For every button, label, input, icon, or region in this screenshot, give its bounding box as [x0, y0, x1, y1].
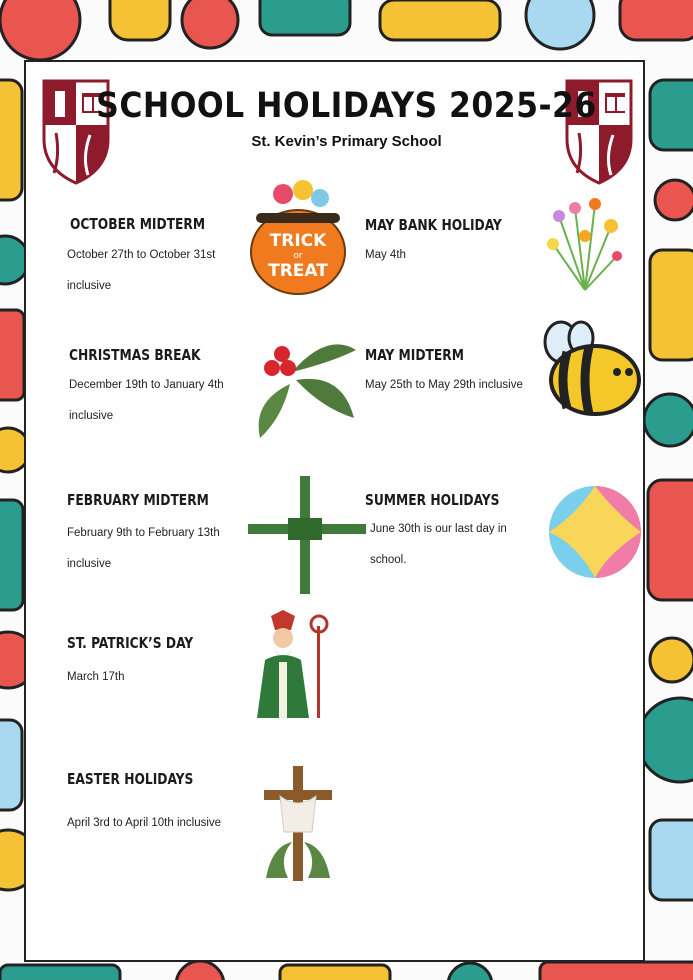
bee-icon — [537, 320, 641, 420]
holiday-dates: December 19th to January 4th inclusive — [69, 379, 224, 422]
bucket-text-trick: TRICK — [269, 231, 327, 251]
holly-icon — [252, 332, 360, 440]
holiday-name: OCTOBER MIDTERM — [70, 215, 206, 233]
holiday-name: ST. PATRICK’S DAY — [67, 634, 194, 652]
trick-or-treat-bucket-icon — [248, 180, 348, 295]
st-brigids-cross-icon — [248, 476, 366, 594]
holiday-dates: October 27th to October 31st inclusive — [67, 249, 216, 292]
bucket-text-or: or — [293, 251, 303, 261]
school-name: St. Kevin’s Primary School — [251, 133, 442, 150]
holiday-dates: February 9th to February 13th inclusive — [67, 527, 220, 570]
beach-ball-icon — [547, 484, 643, 580]
holiday-name: MAY BANK HOLIDAY — [365, 216, 502, 234]
holiday-name: FEBRUARY MIDTERM — [67, 491, 209, 509]
holiday-dates: April 3rd to April 10th inclusive — [67, 817, 222, 829]
holiday-dates: May 25th to May 29th inclusive — [365, 379, 523, 391]
holiday-name: CHRISTMAS BREAK — [69, 346, 201, 364]
holiday-dates: June 30th is our last day in school. — [370, 523, 507, 566]
holiday-dates: May 4th — [365, 249, 406, 261]
flower-bouquet-icon — [545, 196, 625, 292]
holiday-dates: March 17th — [67, 671, 125, 683]
holiday-name: MAY MIDTERM — [365, 346, 464, 364]
page-title: SCHOOL HOLIDAYS 2025-26 — [96, 86, 597, 126]
holiday-name: SUMMER HOLIDAYS — [365, 491, 500, 509]
easter-cross-icon — [258, 766, 338, 881]
holiday-name: EASTER HOLIDAYS — [67, 770, 194, 788]
bucket-text-treat: TREAT — [268, 261, 328, 281]
saint-patrick-icon — [255, 610, 335, 718]
